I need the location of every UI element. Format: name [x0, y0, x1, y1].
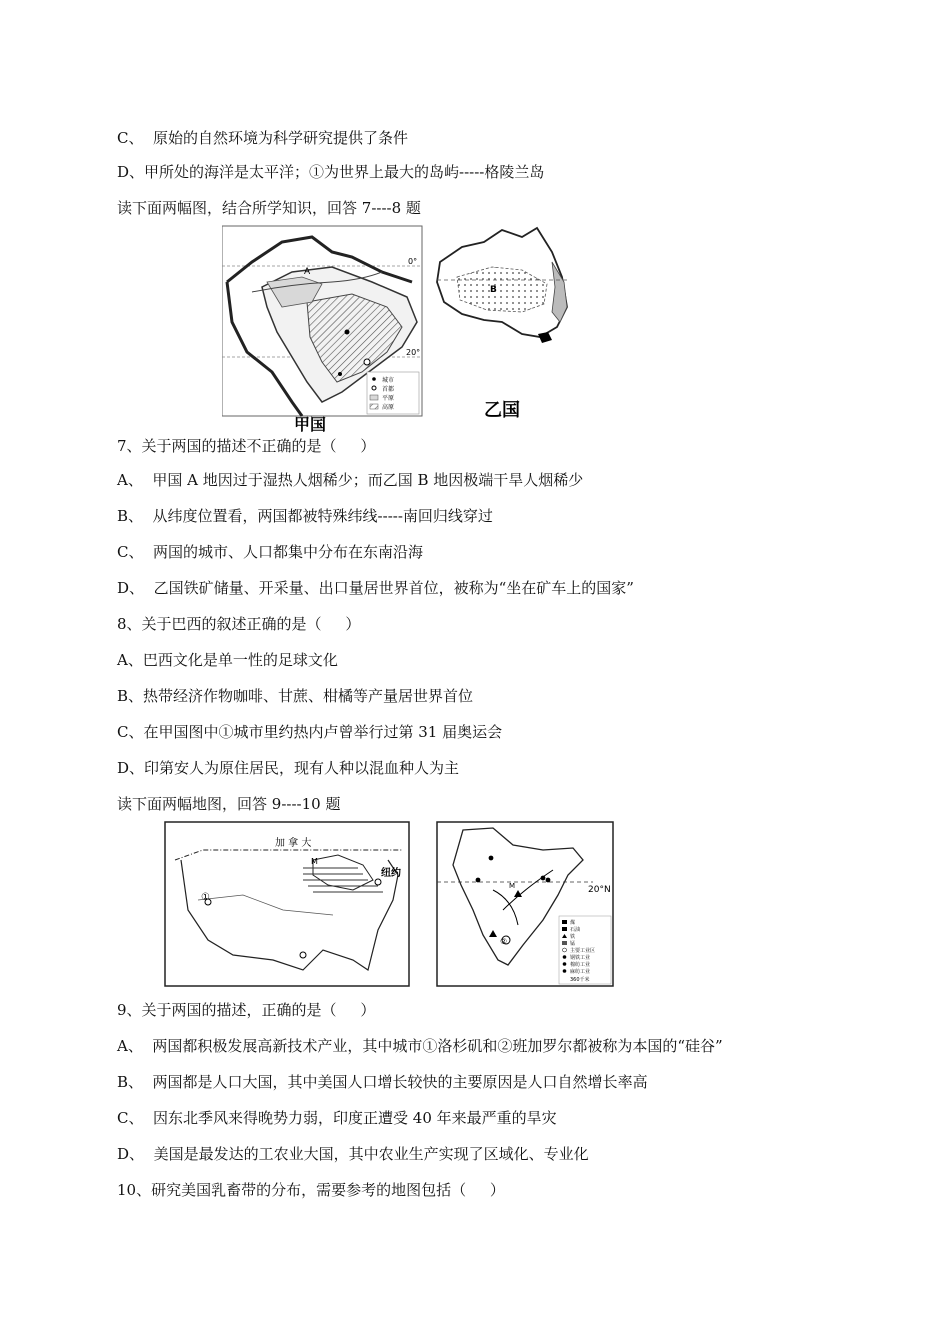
q7-option-d: D、 乙国铁矿储量、开采量、出口量居世界首位，被称为“坐在矿车上的国家”	[117, 579, 634, 597]
option-d-line: D、甲所处的海洋是太平洋；①为世界上最大的岛屿-----格陵兰岛	[117, 163, 545, 181]
india-legend	[559, 916, 611, 984]
label-canada: 加 拿 大	[275, 838, 312, 849]
india-legend-4: 锰	[570, 941, 576, 947]
legend-item-3: 平原	[382, 395, 395, 402]
q9-option-a: A、 两国都积极发展高新技术产业，其中城市①洛杉矶和②班加罗尔都被称为本国的“硅谷”	[117, 1037, 723, 1055]
india-legend-8: 麻纺工业	[570, 969, 591, 975]
brazil-legend	[367, 372, 419, 414]
question-10: 10、研究美国乳畜带的分布，需要参考的地图包括（ ）	[117, 1181, 505, 1199]
india-scale: 360千米	[570, 977, 590, 983]
india-legend-7: 棉纺工业	[570, 962, 591, 968]
label-circle2: ②	[500, 937, 508, 946]
legend-item-1: 城市	[382, 377, 395, 384]
city-marker	[364, 359, 370, 365]
legend-item-4: 高原	[382, 404, 395, 411]
label-circle1-usa: ①	[201, 892, 210, 903]
q8-option-c: C、在甲国图中①城市里约热内卢曾举行过第 31 届奥运会	[117, 723, 503, 741]
australia-caption: 乙国	[484, 400, 520, 421]
option-c-line: C、 原始的自然环境为科学研究提供了条件	[117, 129, 409, 147]
india-legend-6: 钢铁工业	[570, 955, 591, 961]
capital-marker	[345, 330, 350, 335]
city-dot-2	[476, 878, 481, 883]
india-legend-2: 石油	[570, 927, 581, 933]
lat-20-label: 20°	[406, 348, 421, 357]
question-9: 9、关于两国的描述，正确的是（ ）	[117, 1001, 376, 1019]
q8-option-d: D、印第安人为原住居民，现有人种以混血种人为主	[117, 759, 460, 777]
label-m-india: M	[509, 882, 516, 890]
question-8: 8、关于巴西的叙述正确的是（ ）	[117, 615, 361, 633]
q8-option-b: B、热带经济作物咖啡、甘蔗、柑橘等产量居世界首位	[117, 687, 474, 705]
q7-option-c: C、 两国的城市、人口都集中分布在东南沿海	[117, 543, 424, 561]
legend-item-2: 首都	[382, 386, 395, 393]
houston-marker	[300, 952, 306, 958]
q8-option-a: A、巴西文化是单一性的足球文化	[117, 651, 338, 669]
q9-option-c: C、 因东北季风来得晚势力弱，印度正遭受 40 年来最严重的旱灾	[117, 1109, 557, 1127]
q9-option-b: B、 两国都是人口大国，其中美国人口增长较快的主要原因是人口自然增长率高	[117, 1073, 648, 1091]
figure-brazil-australia	[222, 222, 582, 434]
label-newyork: 纽约	[381, 868, 401, 879]
newyork-marker	[375, 879, 381, 885]
city-dot-1	[489, 856, 494, 861]
instruction-9-10: 读下面两幅地图，回答 9----10 题	[117, 795, 341, 813]
label-a: A	[304, 267, 311, 277]
label-20n: 20°N	[588, 885, 611, 895]
label-b: B	[490, 285, 497, 295]
q7-option-b: B、 从纬度位置看，两国都被特殊纬线-----南回归线穿过	[117, 507, 493, 525]
city-dot-4	[546, 878, 551, 883]
city-marker-2	[338, 372, 342, 376]
india-legend-1: 煤	[570, 920, 576, 926]
brazil-caption: 甲国	[294, 415, 327, 434]
map-brazil-australia	[222, 222, 582, 434]
label-m-usa: M	[311, 857, 318, 866]
india-legend-3: 铁	[570, 934, 576, 940]
india-legend-5: 主要工业区	[570, 948, 596, 954]
q9-option-d: D、 美国是最发达的工农业大国，其中农业生产实现了区域化、专业化	[117, 1145, 589, 1163]
australia-map	[437, 228, 567, 421]
map-usa-india	[163, 820, 623, 992]
q7-option-a: A、 甲国 A 地因过于湿热人烟稀少；而乙国 B 地因极端干旱人烟稀少	[117, 471, 584, 489]
question-7: 7、关于两国的描述不正确的是（ ）	[117, 437, 376, 455]
tasmania-shape	[538, 332, 552, 343]
figure-usa-india	[163, 820, 623, 992]
lat-0-label: 0°	[408, 257, 418, 266]
instruction-7-8: 读下面两幅图，结合所学知识，回答 7----8 题	[117, 199, 421, 217]
city-dot-3	[541, 876, 546, 881]
